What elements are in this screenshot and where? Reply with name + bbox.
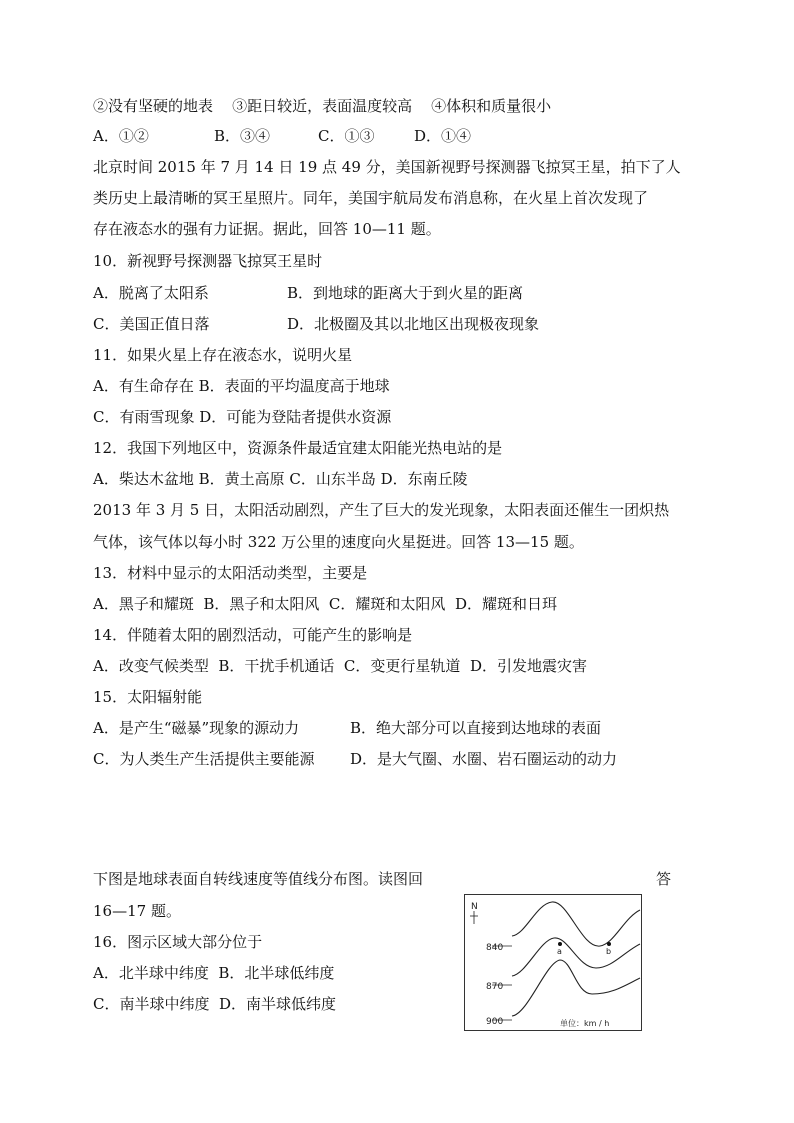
question-13: 13．材料中显示的太阳活动类型，主要是 [93, 564, 368, 582]
q15-option-d: D．是大气圈、水圈、岩石圈运动的动力 [350, 750, 618, 768]
point-b-marker [607, 942, 611, 946]
point-a-label: a [557, 947, 562, 956]
passage-2-line-2: 气体，该气体以每小时 322 万公里的速度向火星挺进。回答 13—15 题。 [93, 533, 584, 551]
question-14: 14．伴随着太阳的剧烈活动，可能产生的影响是 [93, 626, 413, 644]
q15-option-c: C．为人类生产生活提供主要能源 [93, 750, 315, 768]
isoline-840-label: 840 [486, 943, 504, 953]
isoline-map [464, 894, 642, 1031]
q10-option-b: B．到地球的距离大于到火星的距离 [287, 284, 524, 302]
passage-1-line-1: 北京时间 2015 年 7 月 14 日 19 点 49 分，美国新视野号探测器飞掠冥王星，拍下了人 [93, 158, 681, 176]
isoline-900-label: 900 [486, 1017, 504, 1027]
q14-options: A．改变气候类型 B．干扰手机通话 C．变更行星轨道 D．引发地震灾害 [93, 657, 587, 675]
unit-label: 单位：km / h [560, 1019, 610, 1028]
q16-options-cd: C．南半球中纬度 D．南半球低纬度 [93, 995, 337, 1013]
q15-option-a: A．是产生“磁暴”现象的源动力 [93, 719, 300, 737]
isoline-figure [464, 894, 642, 1031]
q9-option-c: C．①③ [318, 127, 375, 145]
q9-option-d: D．①④ [414, 127, 472, 145]
q11-options-ab: A．有生命存在 B．表面的平均温度高于地球 [93, 377, 390, 395]
q9-option-b: B．③④ [214, 127, 271, 145]
point-a-marker [558, 942, 562, 946]
q10-option-a: A．脱离了太阳系 [93, 284, 209, 302]
passage-2-line-1: 2013 年 3 月 5 日，太阳活动剧烈，产生了巨大的发光现象，太阳表面还催生一团炽热 [93, 501, 670, 519]
north-label: N [471, 902, 478, 912]
passage-1-line-2: 类历史上最清晰的冥王星照片。同年，美国宇航局发布消息称，在火星上首次发现了 [93, 189, 649, 207]
q9-statement: ②没有坚硬的地表 ③距日较近，表面温度较高 ④体积和质量很小 [93, 97, 552, 115]
passage-3-line-1-tail: 答 [656, 870, 672, 888]
isoline-870-label: 870 [486, 982, 504, 992]
q15-option-b: B．绝大部分可以直接到达地球的表面 [350, 719, 602, 737]
q9-option-a: A．①② [93, 127, 149, 145]
question-12: 12．我国下列地区中，资源条件最适宜建太阳能光热电站的是 [93, 439, 503, 457]
q11-options-cd: C．有雨雪现象 D．可能为登陆者提供水资源 [93, 408, 392, 426]
figure-frame [465, 895, 642, 1031]
question-15: 15．太阳辐射能 [93, 688, 203, 706]
question-16: 16．图示区域大部分位于 [93, 933, 263, 951]
passage-1-line-3: 存在液态水的强有力证据。据此，回答 10—11 题。 [93, 220, 441, 238]
q13-options: A．黑子和耀斑 B．黑子和太阳风 C．耀斑和太阳风 D．耀斑和日珥 [93, 595, 557, 613]
q12-options: A．柴达木盆地 B．黄土高原 C．山东半岛 D．东南丘陵 [93, 470, 468, 488]
passage-3-line-1: 下图是地球表面自转线速度等值线分布图。读图回 [93, 870, 424, 888]
passage-3-line-2: 16—17 题。 [93, 902, 181, 920]
q10-option-c: C．美国正值日落 [93, 315, 210, 333]
q10-option-d: D．北极圈及其以北地区出现极夜现象 [287, 315, 540, 333]
question-11: 11．如果火星上存在液态水，说明火星 [93, 346, 353, 364]
question-10: 10．新视野号探测器飞掠冥王星时 [93, 252, 323, 270]
point-b-label: b [606, 947, 612, 956]
q16-options-ab: A．北半球中纬度 B．北半球低纬度 [93, 964, 335, 982]
